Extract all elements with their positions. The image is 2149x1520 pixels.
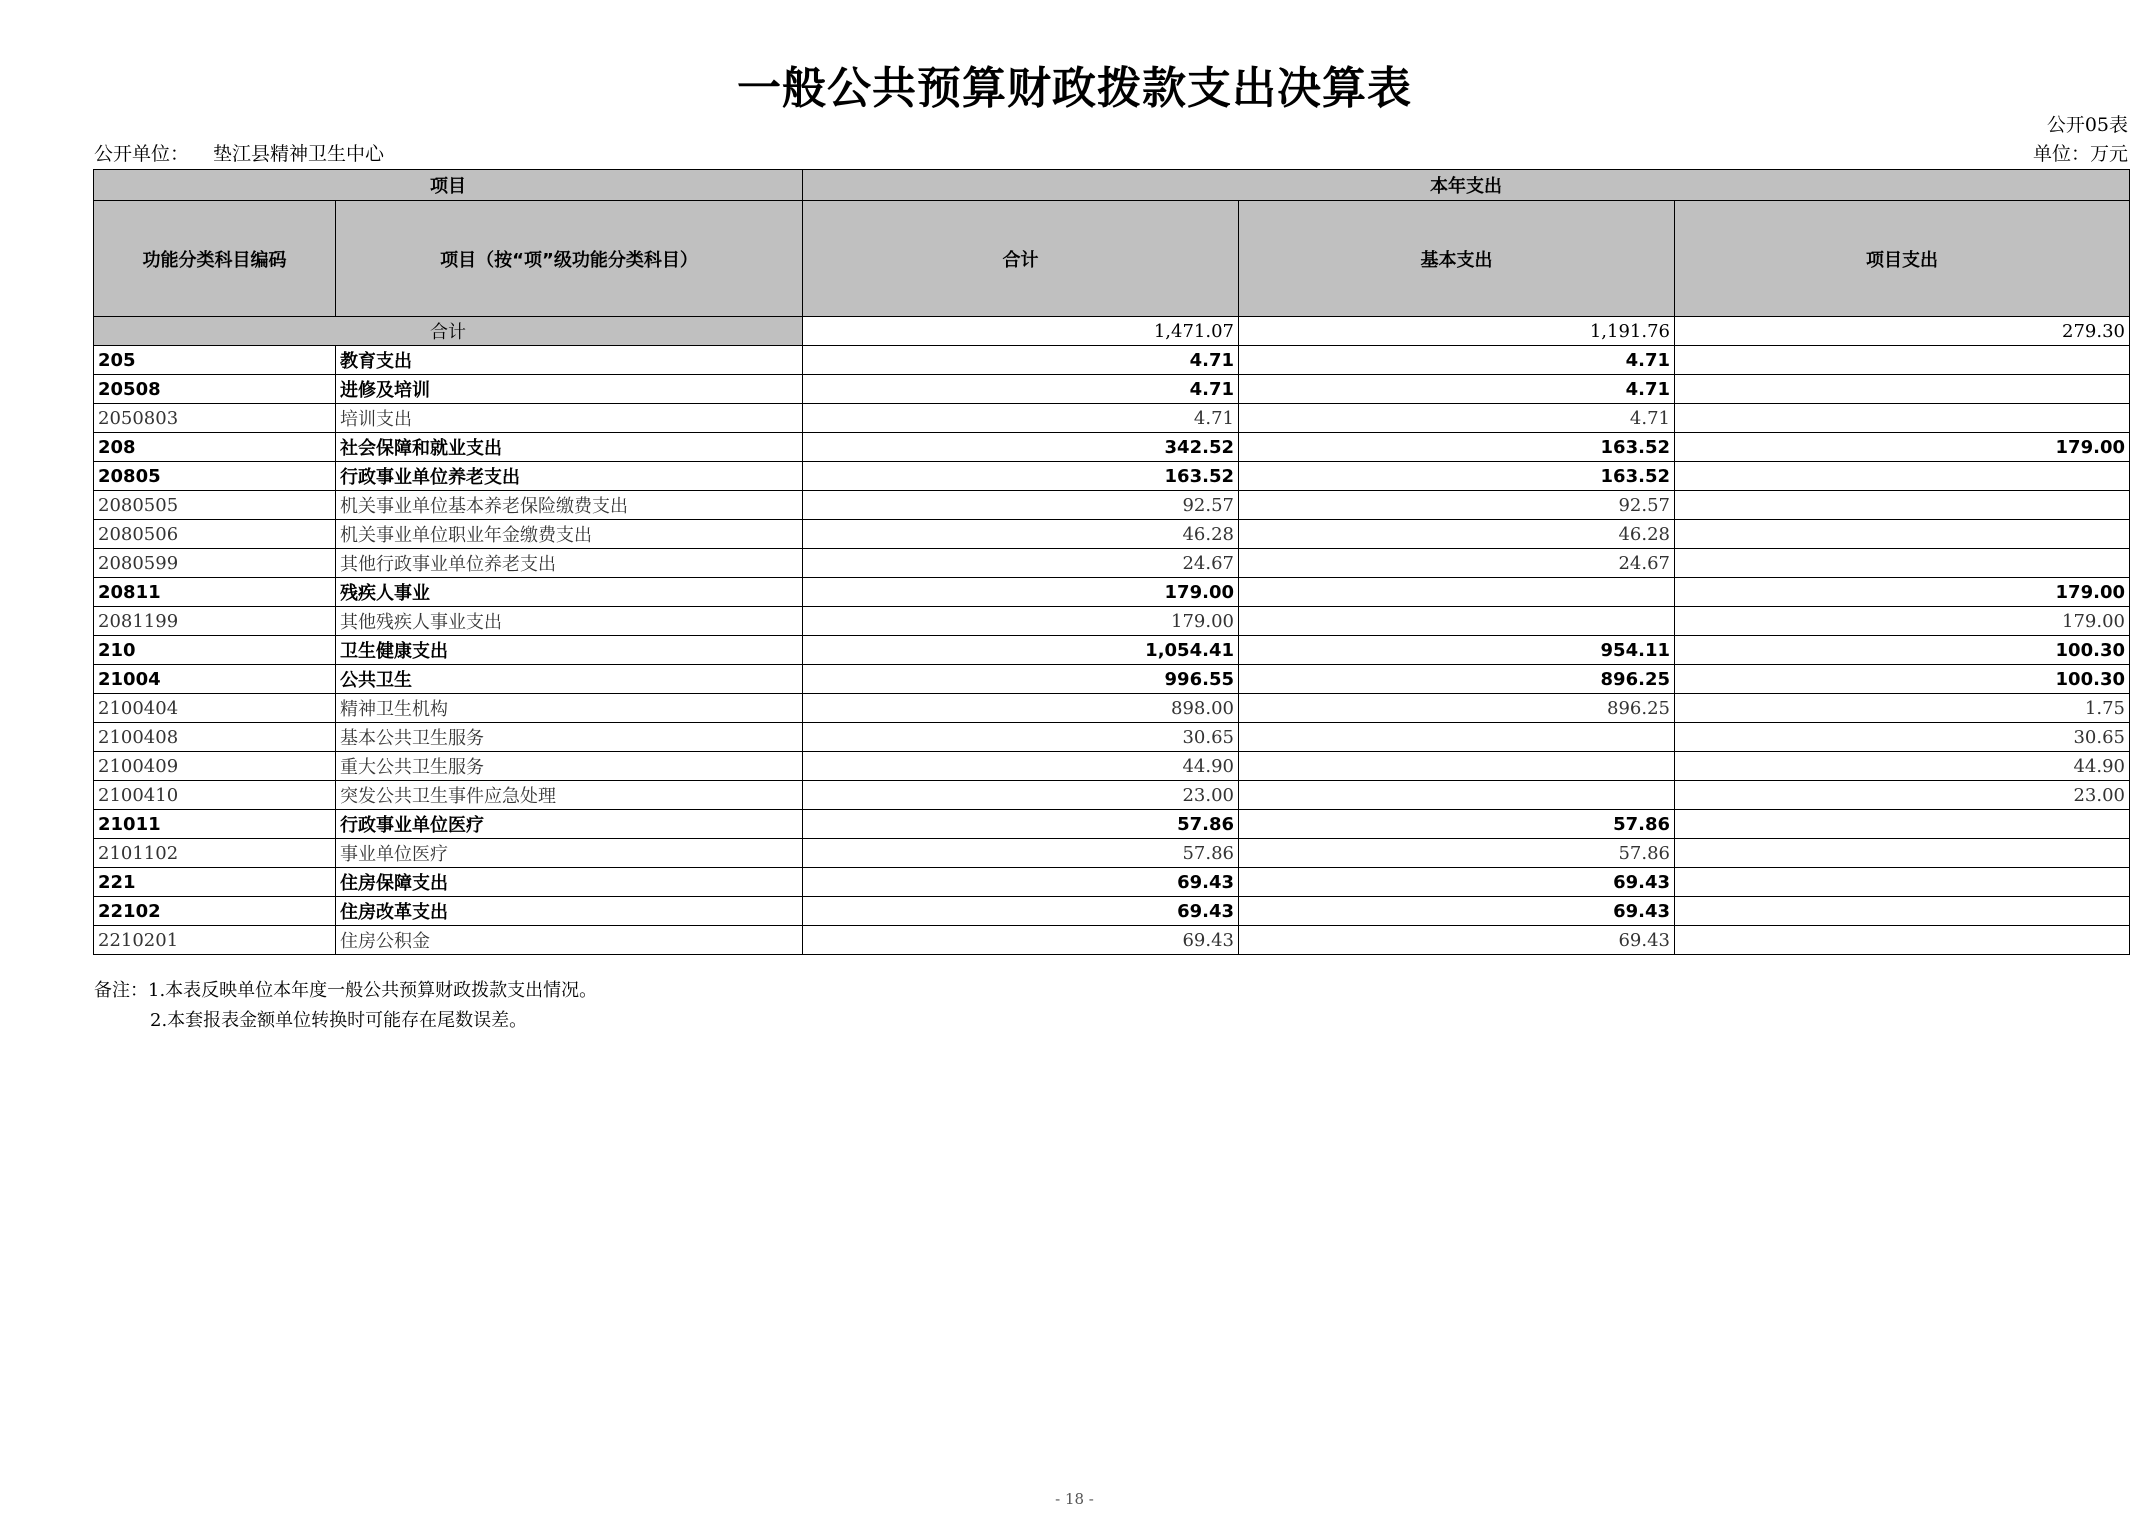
row-name: 住房公积金 (336, 926, 803, 955)
row-project: 179.00 (1675, 578, 2130, 607)
row-project (1675, 868, 2130, 897)
row-project (1675, 897, 2130, 926)
unit-label: 单位：万元 (2032, 143, 2128, 165)
unit-row (94, 139, 2128, 166)
row-code: 20805 (94, 462, 336, 491)
row-total: 57.86 (803, 810, 1239, 839)
row-project: 44.90 (1675, 752, 2130, 781)
table-row (94, 520, 2130, 549)
row-total: 4.71 (803, 404, 1239, 433)
note-2: 2.本套报表金额单位转换时可能存在尾数误差。 (150, 1010, 528, 1031)
row-name: 基本公共卫生服务 (336, 723, 803, 752)
row-total: 69.43 (803, 926, 1239, 955)
row-name: 精神卫生机构 (336, 694, 803, 723)
row-project: 179.00 (1675, 433, 2130, 462)
row-name: 住房改革支出 (336, 897, 803, 926)
row-project: 100.30 (1675, 636, 2130, 665)
row-total: 57.86 (803, 839, 1239, 868)
row-code: 20811 (94, 578, 336, 607)
table-row (94, 433, 2130, 462)
page-title: 一般公共预算财政拨款支出决算表 (737, 63, 1412, 114)
table-row (94, 578, 2130, 607)
table-row (94, 346, 2130, 375)
row-total: 24.67 (803, 549, 1239, 578)
row-name: 行政事业单位医疗 (336, 810, 803, 839)
notes (94, 976, 597, 1036)
header-project: 项目 (94, 170, 803, 201)
row-name: 住房保障支出 (336, 868, 803, 897)
row-basic: 163.52 (1239, 462, 1675, 491)
row-project (1675, 462, 2130, 491)
total-project: 279.30 (1675, 317, 2130, 346)
table-row (94, 636, 2130, 665)
table-row (94, 839, 2130, 868)
page-number: - 18 - (1055, 1490, 1094, 1508)
table-row (94, 926, 2130, 955)
row-code: 210 (94, 636, 336, 665)
row-project (1675, 375, 2130, 404)
row-name: 行政事业单位养老支出 (336, 462, 803, 491)
table-row (94, 607, 2130, 636)
row-basic: 4.71 (1239, 375, 1675, 404)
row-name: 其他残疾人事业支出 (336, 607, 803, 636)
row-name: 重大公共卫生服务 (336, 752, 803, 781)
row-basic: 163.52 (1239, 433, 1675, 462)
row-name: 卫生健康支出 (336, 636, 803, 665)
row-total: 23.00 (803, 781, 1239, 810)
row-total: 996.55 (803, 665, 1239, 694)
row-basic (1239, 781, 1675, 810)
row-name: 公共卫生 (336, 665, 803, 694)
row-total: 30.65 (803, 723, 1239, 752)
note-1: 备注：1.本表反映单位本年度一般公共预算财政拨款支出情况。 (94, 980, 598, 1001)
table-row (94, 868, 2130, 897)
row-project (1675, 520, 2130, 549)
row-name: 突发公共卫生事件应急处理 (336, 781, 803, 810)
row-basic: 4.71 (1239, 404, 1675, 433)
total-row (94, 317, 2130, 346)
table-row (94, 491, 2130, 520)
table-row (94, 462, 2130, 491)
row-basic (1239, 723, 1675, 752)
table-row (94, 810, 2130, 839)
row-basic: 24.67 (1239, 549, 1675, 578)
row-code: 2101102 (94, 839, 336, 868)
row-total: 163.52 (803, 462, 1239, 491)
table-row (94, 897, 2130, 926)
row-basic: 954.11 (1239, 636, 1675, 665)
row-project (1675, 839, 2130, 868)
header-project-exp: 项目支出 (1675, 201, 2130, 317)
table-number: 公开05表 (2046, 114, 2128, 136)
header-code: 功能分类科目编码 (94, 201, 336, 317)
row-project (1675, 404, 2130, 433)
header-item: 项目（按“项”级功能分类科目） (336, 201, 803, 317)
org-info (94, 139, 408, 166)
row-code: 2080505 (94, 491, 336, 520)
row-project (1675, 346, 2130, 375)
row-basic: 57.86 (1239, 810, 1675, 839)
total-basic: 1,191.76 (1239, 317, 1675, 346)
row-code: 21004 (94, 665, 336, 694)
row-basic: 57.86 (1239, 839, 1675, 868)
row-basic: 896.25 (1239, 694, 1675, 723)
row-project (1675, 810, 2130, 839)
header-current-year: 本年支出 (803, 170, 2130, 201)
row-basic: 46.28 (1239, 520, 1675, 549)
expenditure-table (93, 169, 2130, 955)
row-total: 46.28 (803, 520, 1239, 549)
row-project (1675, 549, 2130, 578)
table-row (94, 375, 2130, 404)
row-total: 69.43 (803, 897, 1239, 926)
row-total: 4.71 (803, 346, 1239, 375)
row-project (1675, 491, 2130, 520)
row-code: 2080506 (94, 520, 336, 549)
row-code: 2050803 (94, 404, 336, 433)
row-code: 22102 (94, 897, 336, 926)
row-name: 机关事业单位职业年金缴费支出 (336, 520, 803, 549)
row-total: 342.52 (803, 433, 1239, 462)
row-code: 221 (94, 868, 336, 897)
row-code: 2100410 (94, 781, 336, 810)
row-name: 其他行政事业单位养老支出 (336, 549, 803, 578)
row-project: 1.75 (1675, 694, 2130, 723)
row-total: 179.00 (803, 607, 1239, 636)
row-project: 23.00 (1675, 781, 2130, 810)
row-code: 21011 (94, 810, 336, 839)
row-name: 事业单位医疗 (336, 839, 803, 868)
row-basic: 69.43 (1239, 868, 1675, 897)
row-code: 2081199 (94, 607, 336, 636)
total-amount: 1,471.07 (803, 317, 1239, 346)
row-code: 208 (94, 433, 336, 462)
row-basic (1239, 752, 1675, 781)
table-row (94, 781, 2130, 810)
table-row (94, 752, 2130, 781)
row-total: 69.43 (803, 868, 1239, 897)
row-name: 社会保障和就业支出 (336, 433, 803, 462)
row-basic: 69.43 (1239, 897, 1675, 926)
row-code: 2100408 (94, 723, 336, 752)
row-basic (1239, 578, 1675, 607)
row-name: 培训支出 (336, 404, 803, 433)
table-row (94, 404, 2130, 433)
org-name: 垫江县精神卫生中心 (213, 143, 385, 165)
row-basic: 4.71 (1239, 346, 1675, 375)
row-basic: 896.25 (1239, 665, 1675, 694)
header-basic: 基本支出 (1239, 201, 1675, 317)
row-project: 179.00 (1675, 607, 2130, 636)
row-total: 179.00 (803, 578, 1239, 607)
row-total: 92.57 (803, 491, 1239, 520)
row-project: 30.65 (1675, 723, 2130, 752)
org-label: 公开单位： (94, 143, 190, 165)
table-row (94, 549, 2130, 578)
row-total: 1,054.41 (803, 636, 1239, 665)
row-name: 进修及培训 (336, 375, 803, 404)
row-total: 898.00 (803, 694, 1239, 723)
row-code: 2100404 (94, 694, 336, 723)
row-code: 20508 (94, 375, 336, 404)
row-name: 残疾人事业 (336, 578, 803, 607)
table-row (94, 694, 2130, 723)
row-project (1675, 926, 2130, 955)
row-total: 4.71 (803, 375, 1239, 404)
table-row (94, 723, 2130, 752)
row-code: 205 (94, 346, 336, 375)
row-code: 2210201 (94, 926, 336, 955)
row-basic (1239, 607, 1675, 636)
total-label: 合计 (94, 317, 803, 346)
row-total: 44.90 (803, 752, 1239, 781)
row-name: 教育支出 (336, 346, 803, 375)
header-total: 合计 (803, 201, 1239, 317)
row-project: 100.30 (1675, 665, 2130, 694)
row-code: 2080599 (94, 549, 336, 578)
table-row (94, 665, 2130, 694)
row-code: 2100409 (94, 752, 336, 781)
row-name: 机关事业单位基本养老保险缴费支出 (336, 491, 803, 520)
row-basic: 92.57 (1239, 491, 1675, 520)
row-basic: 69.43 (1239, 926, 1675, 955)
